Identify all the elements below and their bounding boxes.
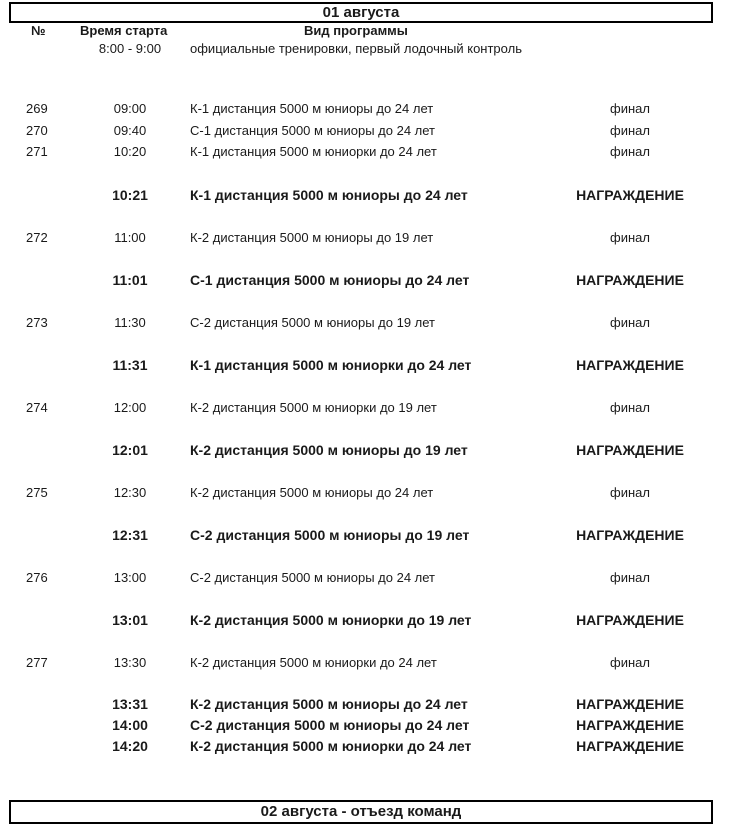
stage-label: НАГРАЖДЕНИЕ <box>576 717 684 733</box>
race-number: 274 <box>26 400 48 415</box>
program-name: К-2 дистанция 5000 м юниоры до 24 лет <box>190 485 434 500</box>
intro-time: 8:00 - 9:00 <box>98 41 162 56</box>
stage-label: НАГРАЖДЕНИЕ <box>576 187 684 203</box>
race-row <box>0 100 750 118</box>
program-name: С-2 дистанция 5000 м юниоры до 24 лет <box>190 570 436 585</box>
stage-label: НАГРАЖДЕНИЕ <box>576 357 684 373</box>
day-title-box <box>9 800 713 824</box>
award-row <box>0 271 750 289</box>
start-time: 12:00 <box>113 400 147 415</box>
race-number: 272 <box>26 230 48 245</box>
award-row <box>0 611 750 629</box>
header-start-time: Время старта <box>80 23 168 38</box>
race-row <box>0 122 750 140</box>
start-time: 12:30 <box>113 485 147 500</box>
stage-label: финал <box>610 570 650 585</box>
race-number: 269 <box>26 101 48 116</box>
start-time: 10:20 <box>113 144 147 159</box>
start-time: 13:00 <box>113 570 147 585</box>
start-time: 14:00 <box>112 717 148 733</box>
program-name: К-2 дистанция 5000 м юниорки до 19 лет <box>190 612 472 628</box>
race-row <box>0 569 750 587</box>
day-title-box <box>9 2 713 23</box>
program-name: С-2 дистанция 5000 м юниоры до 19 лет <box>190 315 436 330</box>
start-time: 10:21 <box>112 187 148 203</box>
race-number: 271 <box>26 144 48 159</box>
intro-program: официальные тренировки, первый лодочный контроль <box>190 41 522 56</box>
stage-label: финал <box>610 230 650 245</box>
stage-label: финал <box>610 400 650 415</box>
start-time: 13:31 <box>112 696 148 712</box>
race-number: 270 <box>26 123 48 138</box>
program-name: К-1 дистанция 5000 м юниорки до 24 лет <box>190 144 437 159</box>
start-time: 11:30 <box>114 315 146 330</box>
race-row <box>0 399 750 417</box>
header-program: Вид программы <box>304 23 408 38</box>
race-row <box>0 654 750 672</box>
stage-label: НАГРАЖДЕНИЕ <box>576 442 684 458</box>
stage-label: финал <box>610 315 650 330</box>
program-name: К-2 дистанция 5000 м юниоры до 19 лет <box>190 230 434 245</box>
program-name: К-1 дистанция 5000 м юниоры до 24 лет <box>190 187 468 203</box>
program-name: С-1 дистанция 5000 м юниоры до 24 лет <box>190 272 470 288</box>
stage-label: НАГРАЖДЕНИЕ <box>576 272 684 288</box>
stage-label: финал <box>610 485 650 500</box>
start-time: 11:01 <box>112 272 148 288</box>
stage-label: НАГРАЖДЕНИЕ <box>576 696 684 712</box>
program-name: К-2 дистанция 5000 м юниорки до 24 лет <box>190 655 437 670</box>
day-title: 01 августа <box>322 4 400 21</box>
race-number: 277 <box>26 655 48 670</box>
race-row <box>0 143 750 161</box>
race-number: 276 <box>26 570 48 585</box>
day-title: 02 августа - отъезд команд <box>260 803 462 820</box>
start-time: 12:31 <box>112 527 148 543</box>
program-name: С-2 дистанция 5000 м юниоры до 24 лет <box>190 717 470 733</box>
start-time: 12:01 <box>112 442 148 458</box>
award-row <box>0 441 750 459</box>
race-row <box>0 314 750 332</box>
award-row <box>0 716 750 734</box>
award-row <box>0 526 750 544</box>
intro-row <box>0 40 750 58</box>
stage-label: финал <box>610 123 650 138</box>
program-name: С-1 дистанция 5000 м юниоры до 24 лет <box>190 123 436 138</box>
start-time: 13:01 <box>112 612 148 628</box>
award-row <box>0 186 750 204</box>
race-number: 273 <box>26 315 48 330</box>
stage-label: финал <box>610 655 650 670</box>
award-row <box>0 695 750 713</box>
award-row <box>0 737 750 755</box>
program-name: К-1 дистанция 5000 м юниоры до 24 лет <box>190 101 434 116</box>
start-time: 13:30 <box>113 655 147 670</box>
race-row <box>0 229 750 247</box>
program-name: К-2 дистанция 5000 м юниорки до 19 лет <box>190 400 437 415</box>
start-time: 11:31 <box>112 357 148 373</box>
program-name: К-2 дистанция 5000 м юниорки до 24 лет <box>190 738 472 754</box>
stage-label: НАГРАЖДЕНИЕ <box>576 738 684 754</box>
program-name: К-1 дистанция 5000 м юниорки до 24 лет <box>190 357 472 373</box>
start-time: 11:00 <box>114 230 146 245</box>
stage-label: финал <box>610 144 650 159</box>
stage-label: НАГРАЖДЕНИЕ <box>576 527 684 543</box>
start-time: 14:20 <box>112 738 148 754</box>
stage-label: НАГРАЖДЕНИЕ <box>576 612 684 628</box>
start-time: 09:40 <box>113 123 147 138</box>
race-row <box>0 484 750 502</box>
program-name: К-2 дистанция 5000 м юниоры до 19 лет <box>190 442 468 458</box>
start-time: 09:00 <box>113 101 147 116</box>
header-number: № <box>31 23 46 38</box>
race-number: 275 <box>26 485 48 500</box>
program-name: С-2 дистанция 5000 м юниоры до 19 лет <box>190 527 470 543</box>
award-row <box>0 356 750 374</box>
program-name: К-2 дистанция 5000 м юниоры до 24 лет <box>190 696 468 712</box>
stage-label: финал <box>610 101 650 116</box>
